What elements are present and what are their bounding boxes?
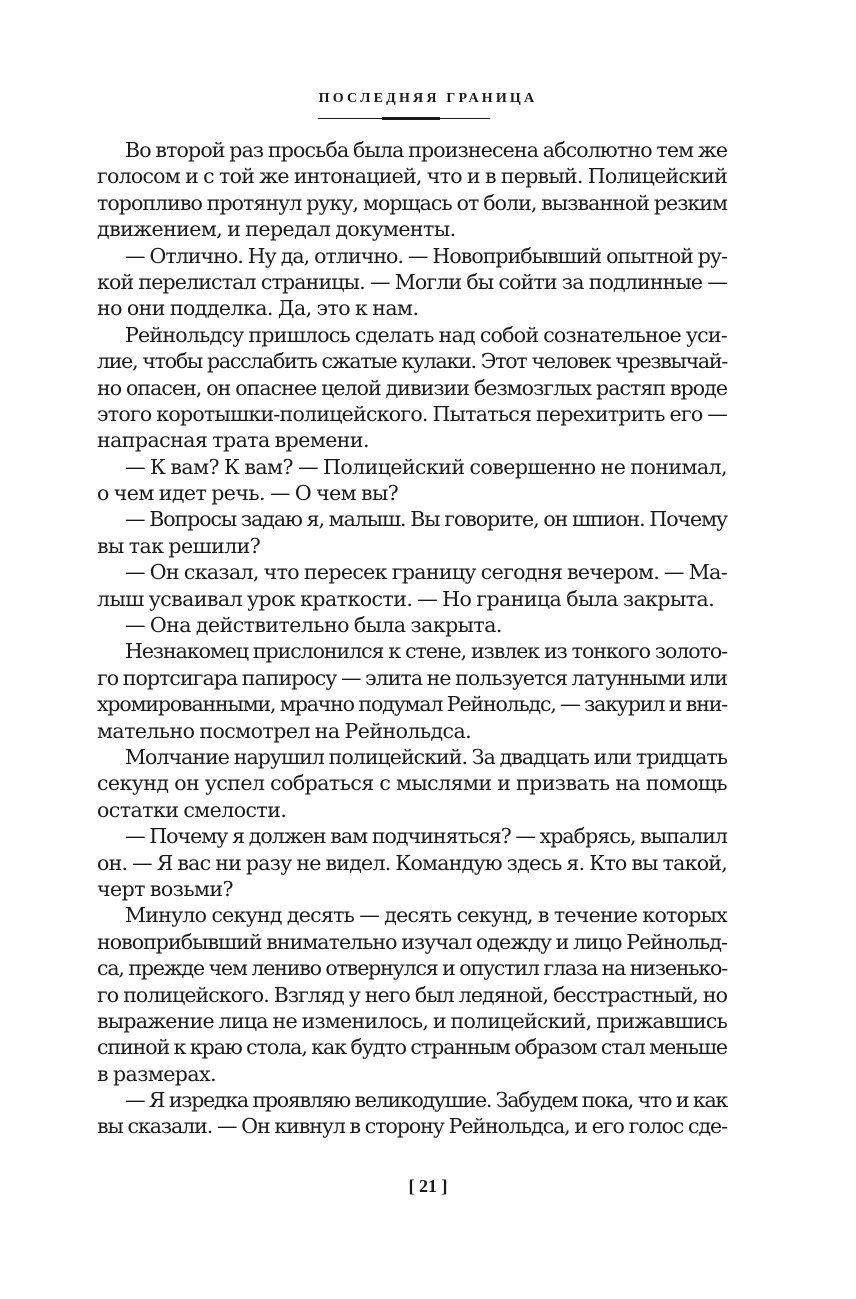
text-line: спиной к краю стола, как будто странным образом стал меньше — [97, 1035, 727, 1060]
text-line: Незнакомец прислонился к стене, извлек из тонкого золото- — [125, 639, 727, 664]
text-line: Рейнольдсу пришлось сделать над собой сознательное уси- — [125, 322, 727, 347]
running-title: ПОСЛЕДНЯЯ ГРАНИЦА — [318, 91, 538, 106]
text-line: го полицейского. Взгляд у него был ледяной, бесстрастный, но — [97, 982, 727, 1007]
text-line: — Отлично. Ну да, отлично. — Новоприбывший опытной ру- — [125, 243, 727, 268]
text-line: мательно посмотрел на Рейнольдса. — [97, 718, 472, 743]
text-line: лыш усваивал урок краткости. — Но граница была закрыта. — [97, 586, 715, 611]
text-line: но опасен, он опаснее целой дивизии безмозглых растяп вроде — [97, 375, 727, 400]
text-line: торопливо протянул руку, морщась от боли, вызванной резким — [97, 190, 727, 215]
text-line: вы так решили? — [97, 533, 261, 558]
text-line: — Она действительно была закрыта. — [125, 613, 502, 638]
text-line: — Почему я должен вам подчиняться? — храбрясь, выпалил — [125, 824, 727, 849]
text-line: Во второй раз просьба была произнесена абсолютно тем же — [125, 138, 728, 162]
text-line: са, прежде чем лениво отвернулся и опустил глаза на низенько- — [97, 956, 727, 981]
text-line: он. — Я вас ни разу не видел. Командую здесь я. Кто вы такой, — [97, 850, 727, 875]
text-line: напрасная трата времени. — [97, 428, 369, 453]
text-line: Минуло секунд десять — десять секунд, в течение которых — [125, 903, 727, 928]
text-line: секунд он успел собраться с мыслями и призвать на помощь — [97, 771, 727, 796]
text-line: но они подделка. Да, это к нам. — [97, 296, 419, 321]
text-line: о чем идет речь. — О чем вы? — [97, 481, 399, 506]
text-line: го портсигара папиросу — элита не пользуется латунными или — [97, 665, 727, 690]
text-line: голосом и с той же интонацией, что и в первый. Полицейский — [97, 164, 727, 189]
text-line: Молчание нарушил полицейский. За двадцать или тридцать — [125, 744, 727, 769]
text-line: — К вам? К вам? — Полицейский совершенно не понимал, — [125, 454, 727, 479]
text-line: выражение лица не изменилось, и полицейский, прижавшись — [97, 1008, 728, 1033]
text-line: лие, чтобы расслабить сжатые кулаки. Этот человек чрезвычай- — [97, 349, 727, 374]
text-line: вы сказали. — Он кивнул в сторону Рейнольдса, и его голос сде- — [97, 1114, 727, 1139]
text-line: черт возьми? — [97, 876, 233, 901]
text-line: этого коротышки-полицейского. Пытаться перехитрить его — — [97, 401, 727, 426]
text-line: новоприбывший внимательно изучал одежду и лицо Рейнольд- — [97, 929, 727, 954]
text-line: — Я изредка проявляю великодушие. Забудем пока, что и как — [125, 1088, 727, 1113]
text-line: в размерах. — [97, 1061, 217, 1086]
text-line: — Он сказал, что пересек границу сегодня вечером. — Ма- — [125, 560, 727, 585]
text-line: кой перелистал страницы. — Могли бы сойти за подлинные — — [97, 269, 727, 294]
text-line: хромированными, мрачно подумал Рейнольдс, — закурил и вни- — [97, 692, 727, 717]
body-text — [97, 137, 727, 1140]
text-line: движением, и передал документы. — [97, 217, 456, 242]
text-line: — Вопросы задаю я, малыш. Вы говорите, он шпион. Почему — [125, 507, 727, 532]
page-number: [ 21 ] — [408, 1176, 448, 1196]
header-rule-accent — [382, 117, 440, 120]
text-line: остатки смелости. — [97, 797, 287, 822]
